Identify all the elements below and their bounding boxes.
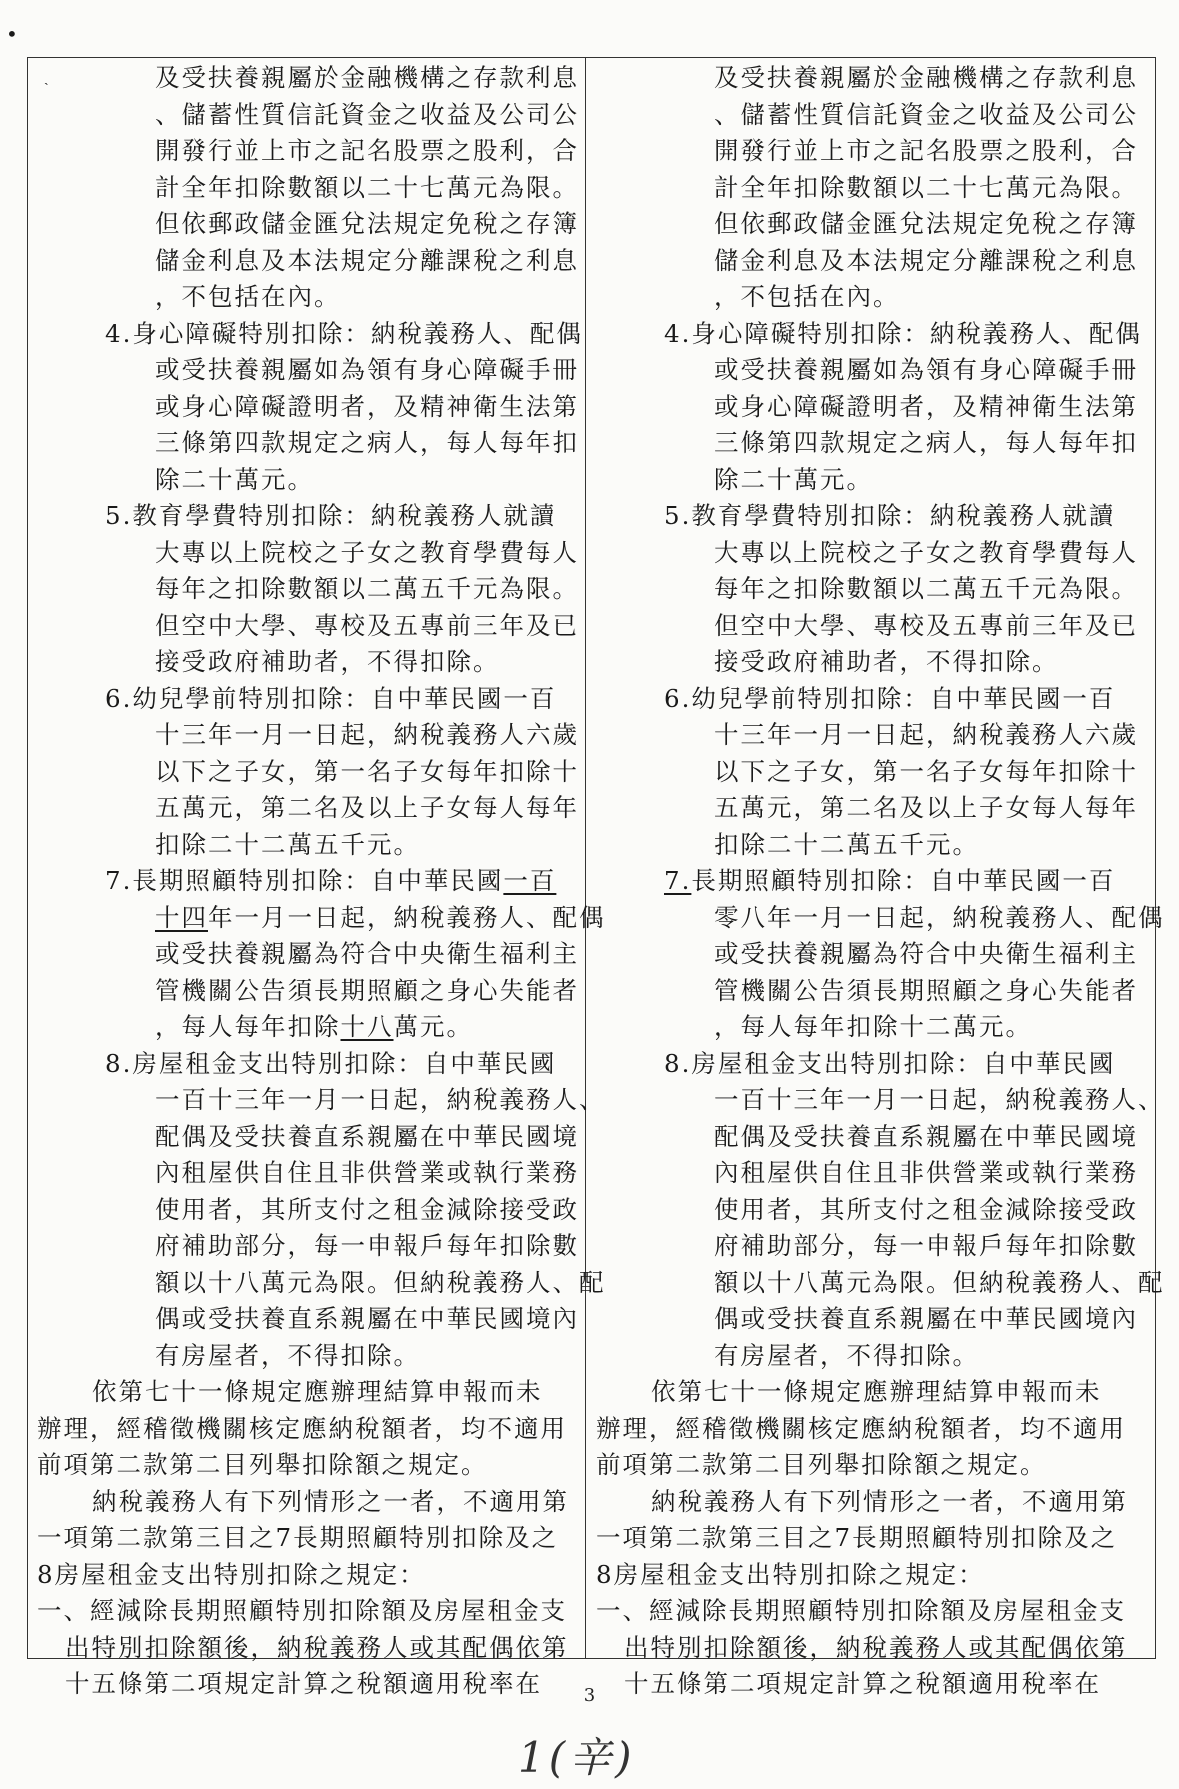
text-line xyxy=(37,1557,597,1594)
line-text: 一百十三年一月一日起，納稅義務人、 xyxy=(714,1085,1165,1114)
line-text: 偶或受扶養直系親屬在中華民國境內 xyxy=(714,1304,1138,1333)
text-line xyxy=(37,279,597,316)
line-text: 十五條第二項規定計算之稅額適用稅率在 xyxy=(65,1669,542,1698)
text-line xyxy=(37,425,597,462)
line-text: 配偶及受扶養直系親屬在中華民國境 xyxy=(155,1121,579,1151)
text-line xyxy=(596,206,1156,243)
line-text: 內租屋供自住且非供營業或執行業務 xyxy=(714,1158,1138,1187)
page-number: 3 xyxy=(583,1685,596,1706)
line-text: 五萬元，第二名及以上子女每人每年 xyxy=(714,793,1138,822)
text-line xyxy=(596,316,1156,353)
text-line xyxy=(37,1301,597,1338)
line-text: 一、經減除長期照顧特別扣除額及房屋租金支 xyxy=(37,1596,567,1625)
amendment-underline: 一百 xyxy=(503,866,557,895)
text-line xyxy=(37,535,597,572)
line-text: 及受扶養親屬於金融機構之存款利息 xyxy=(155,63,579,92)
line-text: 辦理，經稽徵機關核定應納稅額者，均不適用 xyxy=(596,1413,1126,1443)
line-text: 十三年一月一日起，納稅義務人六歲 xyxy=(155,720,579,749)
line-text: 年一月一日起，納稅義務人、配偶 xyxy=(208,902,606,932)
line-text: 納稅義務人有下列情形之一者，不適用第 xyxy=(92,1486,569,1516)
text-line xyxy=(596,973,1156,1010)
line-text: 或身心障礙證明者，及精神衛生法第 xyxy=(155,391,579,421)
line-text: 5.教育學費特別扣除：納稅義務人就讀 xyxy=(105,501,557,530)
text-line xyxy=(37,206,597,243)
text-line xyxy=(596,1484,1156,1521)
line-text: 但依郵政儲金匯兌法規定免稅之存簿 xyxy=(155,209,579,238)
line-text: 有房屋者，不得扣除。 xyxy=(155,1340,420,1370)
text-line xyxy=(37,170,597,207)
text-line xyxy=(596,1301,1156,1338)
line-text: 8房屋租金支出特別扣除之規定： xyxy=(596,1559,985,1589)
line-text: 零八年一月一日起，納稅義務人、配偶 xyxy=(714,902,1165,932)
text-line xyxy=(37,316,597,353)
text-line xyxy=(37,571,597,608)
text-line xyxy=(37,717,597,754)
line-text: 前項第二款第二目列舉扣除額之規定。 xyxy=(37,1450,488,1479)
line-text: 或受扶養親屬為符合中央衛生福利主 xyxy=(155,939,579,968)
text-line xyxy=(596,1082,1165,1119)
text-line xyxy=(596,900,1165,937)
text-line xyxy=(37,97,597,134)
line-text: 依第七十一條規定應辦理結算申報而未 xyxy=(651,1377,1102,1406)
text-line xyxy=(596,243,1156,280)
line-text: 額以十八萬元為限。但納稅義務人、配 xyxy=(714,1267,1165,1297)
line-text: 使用者，其所支付之租金減除接受政 xyxy=(714,1194,1138,1224)
line-text: 納稅義務人有下列情形之一者，不適用第 xyxy=(651,1486,1128,1516)
text-line xyxy=(596,170,1156,207)
line-text: 府補助部分，每一申報戶每年扣除數 xyxy=(714,1231,1138,1260)
text-line xyxy=(596,936,1156,973)
text-line xyxy=(596,1155,1156,1192)
text-line xyxy=(37,60,597,97)
line-text: 、儲蓄性質信託資金之收益及公司公 xyxy=(714,99,1138,129)
text-line xyxy=(37,644,597,681)
line-text: 一、經減除長期照顧特別扣除額及房屋租金支 xyxy=(596,1596,1126,1625)
line-text: 偶或受扶養直系親屬在中華民國境內 xyxy=(155,1304,579,1333)
text-line xyxy=(37,936,597,973)
line-text: 以下之子女，第一名子女每年扣除十 xyxy=(155,756,579,786)
text-line xyxy=(37,973,597,1010)
text-line xyxy=(37,1265,606,1302)
text-line xyxy=(37,681,597,718)
text-line xyxy=(37,243,597,280)
line-text: 有房屋者，不得扣除。 xyxy=(714,1340,979,1370)
text-line xyxy=(596,1520,1156,1557)
line-text: 扣除二十二萬五千元。 xyxy=(155,829,420,859)
line-text: 儲金利息及本法規定分離課稅之利息 xyxy=(714,245,1138,275)
text-line xyxy=(596,1119,1156,1156)
text-line xyxy=(37,827,597,864)
line-text: 十三年一月一日起，納稅義務人六歲 xyxy=(714,720,1138,749)
text-line xyxy=(596,571,1156,608)
text-line xyxy=(37,1593,597,1630)
text-line xyxy=(37,1484,597,1521)
text-line xyxy=(596,1630,1156,1667)
text-line xyxy=(596,498,1156,535)
text-line xyxy=(37,389,597,426)
text-line xyxy=(37,1192,597,1229)
text-line xyxy=(596,1046,1156,1083)
text-line xyxy=(37,1155,597,1192)
text-line xyxy=(596,389,1156,426)
text-line xyxy=(37,352,597,389)
line-text: 或身心障礙證明者，及精神衛生法第 xyxy=(714,391,1138,421)
line-text: 出特別扣除額後，納稅義務人或其配偶依第 xyxy=(65,1632,569,1662)
text-line xyxy=(37,608,597,645)
text-line xyxy=(596,1411,1156,1448)
line-text: 辦理，經稽徵機關核定應納稅額者，均不適用 xyxy=(37,1413,567,1443)
line-text: 但依郵政儲金匯兌法規定免稅之存簿 xyxy=(714,209,1138,238)
line-text: ，每人每年扣除 xyxy=(155,1012,341,1041)
line-text: 開發行並上市之記名股票之股利，合 xyxy=(155,136,579,165)
text-line xyxy=(37,1447,597,1484)
line-text: 大專以上院校之子女之教育學費每人 xyxy=(155,537,579,567)
amendment-underline: 十八 xyxy=(340,1012,394,1041)
line-text: 除二十萬元。 xyxy=(714,464,873,494)
line-text: 計全年扣除數額以二十七萬元為限。 xyxy=(155,172,579,202)
text-line xyxy=(37,498,597,535)
text-line xyxy=(596,681,1156,718)
text-line xyxy=(596,1593,1156,1630)
line-text: 配偶及受扶養直系親屬在中華民國境 xyxy=(714,1121,1138,1151)
line-text: 8房屋租金支出特別扣除之規定： xyxy=(37,1559,426,1589)
text-line xyxy=(596,1228,1156,1265)
text-line xyxy=(37,754,597,791)
line-text: 以下之子女，第一名子女每年扣除十 xyxy=(714,756,1138,786)
text-line xyxy=(37,790,597,827)
text-line xyxy=(596,717,1156,754)
text-line xyxy=(596,279,1156,316)
line-text: 4.身心障礙特別扣除：納稅義務人、配偶 xyxy=(105,318,583,348)
line-text: 內租屋供自住且非供營業或執行業務 xyxy=(155,1158,579,1187)
line-text: 或受扶養親屬如為領有身心障礙手冊 xyxy=(714,355,1138,384)
line-text: 依第七十一條規定應辦理結算申報而未 xyxy=(92,1377,543,1406)
text-line xyxy=(37,1520,597,1557)
line-text: 8.房屋租金支出特別扣除：自中華民國 xyxy=(105,1048,557,1078)
line-text: 額以十八萬元為限。但納稅義務人、配 xyxy=(155,1267,606,1297)
text-line xyxy=(596,425,1156,462)
line-text: 5.教育學費特別扣除：納稅義務人就讀 xyxy=(664,501,1116,530)
text-line xyxy=(37,1119,597,1156)
line-text: 但空中大學、專校及五專前三年及已 xyxy=(714,610,1138,640)
handwritten-page-mark: 1(辛) xyxy=(518,1733,636,1782)
line-text: 、儲蓄性質信託資金之收益及公司公 xyxy=(155,99,579,129)
line-text: 或受扶養親屬如為領有身心障礙手冊 xyxy=(155,355,579,384)
line-text: 府補助部分，每一申報戶每年扣除數 xyxy=(155,1231,579,1260)
amendment-underline: 7. xyxy=(664,866,692,895)
line-text: ，不包括在內。 xyxy=(714,282,900,311)
line-text: 每年之扣除數額以二萬五千元為限。 xyxy=(714,574,1138,603)
text-line xyxy=(37,900,606,937)
text-line xyxy=(596,827,1156,864)
text-line xyxy=(37,133,597,170)
line-text: 或受扶養親屬為符合中央衛生福利主 xyxy=(714,939,1138,968)
text-line xyxy=(596,1447,1156,1484)
line-text: ，不包括在內。 xyxy=(155,282,341,311)
text-line xyxy=(596,608,1156,645)
text-line xyxy=(596,644,1156,681)
text-line xyxy=(37,863,597,900)
text-line xyxy=(596,790,1156,827)
line-suffix: 萬元。 xyxy=(393,1012,473,1041)
line-text: 一百十三年一月一日起，納稅義務人、 xyxy=(155,1085,606,1114)
line-text: 五萬元，第二名及以上子女每人每年 xyxy=(155,793,579,822)
scan-tick-mark: ˏ xyxy=(44,70,49,86)
line-text: 前項第二款第二目列舉扣除額之規定。 xyxy=(596,1450,1047,1479)
text-line xyxy=(37,1228,597,1265)
line-text: 4.身心障礙特別扣除：納稅義務人、配偶 xyxy=(664,318,1142,348)
text-line xyxy=(37,1374,597,1411)
line-text: 管機關公告須長期照顧之身心失能者 xyxy=(714,975,1138,1005)
line-text: 儲金利息及本法規定分離課稅之利息 xyxy=(155,245,579,275)
text-line xyxy=(596,1009,1156,1046)
line-text: 一項第二款第三目之7長期照顧特別扣除及之 xyxy=(596,1523,1118,1552)
line-text: 一項第二款第三目之7長期照顧特別扣除及之 xyxy=(37,1523,559,1552)
line-text: 大專以上院校之子女之教育學費每人 xyxy=(714,537,1138,567)
text-line xyxy=(37,1411,597,1448)
current-text-column xyxy=(596,60,1165,1703)
line-text: 出特別扣除額後，納稅義務人或其配偶依第 xyxy=(624,1632,1128,1662)
text-line xyxy=(596,535,1156,572)
line-text: 6.幼兒學前特別扣除：自中華民國一百 xyxy=(664,683,1116,713)
line-text: 每年之扣除數額以二萬五千元為限。 xyxy=(155,574,579,603)
text-line xyxy=(37,1338,597,1375)
text-line xyxy=(596,97,1156,134)
text-line xyxy=(37,1009,597,1046)
line-text: 十五條第二項規定計算之稅額適用稅率在 xyxy=(624,1669,1101,1698)
line-text: 8.房屋租金支出特別扣除：自中華民國 xyxy=(664,1048,1116,1078)
line-text: 使用者，其所支付之租金減除接受政 xyxy=(155,1194,579,1224)
line-text: 管機關公告須長期照顧之身心失能者 xyxy=(155,975,579,1005)
text-line xyxy=(37,1046,597,1083)
line-text: 計全年扣除數額以二十七萬元為限。 xyxy=(714,172,1138,202)
text-line xyxy=(596,133,1156,170)
text-line xyxy=(596,863,1156,900)
text-line xyxy=(596,1374,1156,1411)
text-line xyxy=(37,1630,597,1667)
line-text: 三條第四款規定之病人，每人每年扣 xyxy=(714,428,1138,457)
line-text: 扣除二十二萬五千元。 xyxy=(714,829,979,859)
text-line xyxy=(596,352,1156,389)
line-text: 接受政府補助者，不得扣除。 xyxy=(155,647,500,676)
amended-text-column xyxy=(37,60,606,1703)
text-line xyxy=(596,754,1156,791)
line-text: 及受扶養親屬於金融機構之存款利息 xyxy=(714,63,1138,92)
line-text: 7.長期照顧特別扣除：自中華民國 xyxy=(105,866,504,895)
text-line xyxy=(596,1192,1156,1229)
text-line xyxy=(37,1082,606,1119)
text-line xyxy=(596,462,1156,499)
line-text: 6.幼兒學前特別扣除：自中華民國一百 xyxy=(105,683,557,713)
text-line xyxy=(596,60,1156,97)
line-text: 開發行並上市之記名股票之股利，合 xyxy=(714,136,1138,165)
line-text: 三條第四款規定之病人，每人每年扣 xyxy=(155,428,579,457)
scan-dot-mark: • xyxy=(6,22,18,46)
line-text: 除二十萬元。 xyxy=(155,464,314,494)
amendment-underline: 十四 xyxy=(155,902,208,932)
text-line xyxy=(596,1338,1156,1375)
line-text: 接受政府補助者，不得扣除。 xyxy=(714,647,1059,676)
text-line xyxy=(596,1265,1165,1302)
line-text: 長期照顧特別扣除：自中華民國一百 xyxy=(691,866,1116,895)
text-line xyxy=(37,462,597,499)
text-line xyxy=(596,1557,1156,1594)
line-text: ，每人每年扣除十二萬元。 xyxy=(714,1012,1032,1041)
line-text: 但空中大學、專校及五專前三年及已 xyxy=(155,610,579,640)
